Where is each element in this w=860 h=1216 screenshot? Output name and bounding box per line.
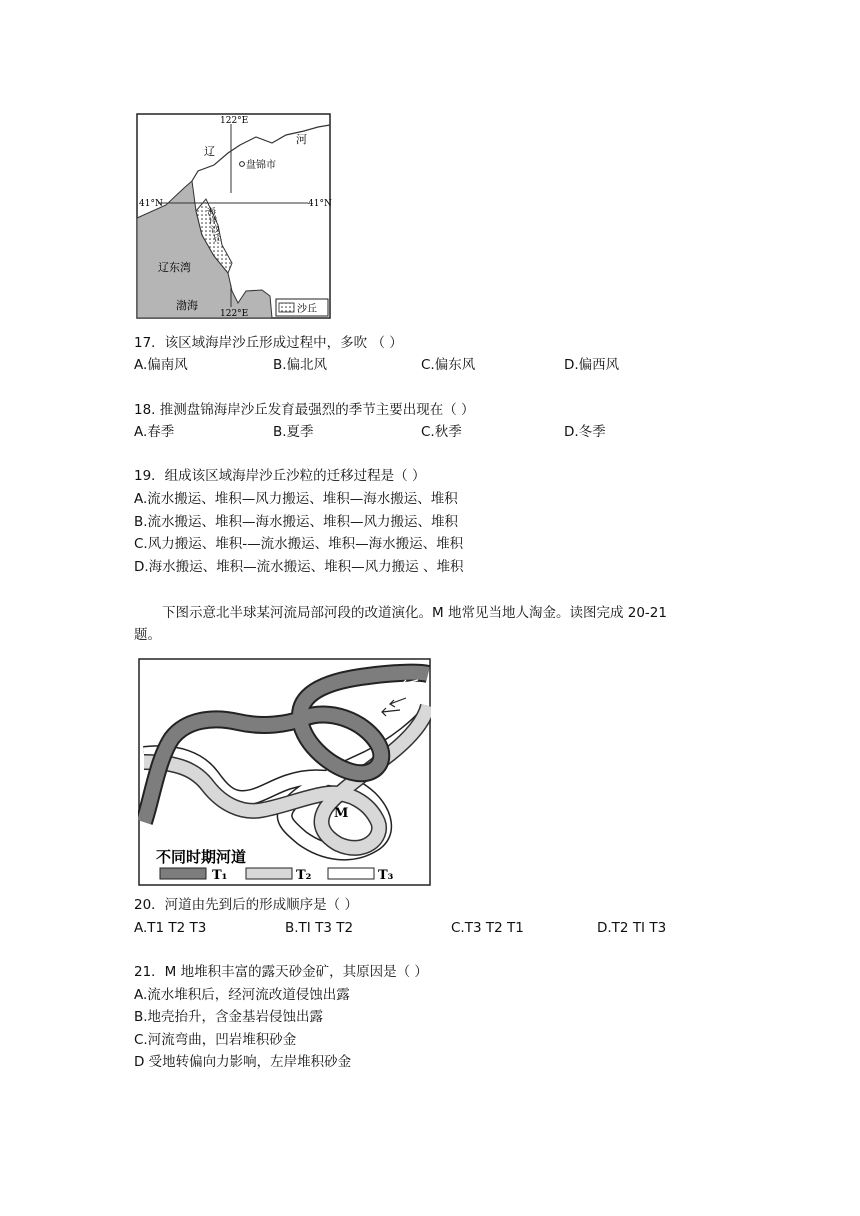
option-c[interactable]: C.T3 T2 T1 — [451, 920, 524, 936]
lon-top-label: 122°E — [220, 116, 249, 126]
river-left-label: 辽 — [204, 145, 215, 158]
option-c[interactable]: C.偏东风 — [421, 357, 476, 373]
lat-left-label: 41°N — [139, 199, 163, 209]
option-d[interactable]: D.偏西风 — [564, 357, 620, 373]
option-b[interactable]: B.TI T3 T2 — [285, 920, 354, 936]
legend-t1: T₁ — [212, 868, 228, 883]
question-17-options — [134, 354, 734, 376]
option-a[interactable]: A.流水搬运、堆积—风力搬运、堆积—海水搬运、堆积 — [134, 491, 458, 507]
option-b[interactable]: B.流水搬运、堆积—海水搬运、堆积—风力搬运、堆积 — [134, 514, 459, 530]
city-marker — [240, 162, 245, 167]
legend-t3: T₃ — [378, 868, 394, 883]
option-d[interactable]: D.T2 TI T3 — [597, 920, 667, 936]
question-18-stem: 18. 推测盘锦海岸沙丘发育最强烈的季节主要出现在（ ） — [134, 402, 475, 418]
lat-right-label: 41°N — [308, 199, 332, 209]
option-a[interactable]: A.偏南风 — [134, 357, 188, 373]
option-c[interactable]: C.风力搬运、堆积-—流水搬运、堆积—海水搬运、堆积 — [134, 536, 464, 552]
city-label: 盘锦市 — [246, 160, 276, 171]
question-19-stem: 19．组成该区域海岸沙丘沙粒的迁移过程是（ ） — [134, 468, 426, 484]
intro-paragraph-line-1: 下图示意北半球某河流局部河段的改道演化。M 地常见当地人淘金。读图完成 20-21 — [162, 605, 667, 621]
sea-label: 渤海 — [176, 299, 198, 312]
question-20-options — [134, 917, 734, 939]
lon-bottom-label: 122°E — [220, 309, 249, 319]
option-d[interactable]: D 受地转偏向力影响，左岸堆积砂金 — [134, 1054, 352, 1070]
coastal-dune-map — [136, 113, 332, 320]
legend-title: 不同时期河道 — [156, 848, 247, 866]
legend-t2: T₂ — [296, 868, 312, 883]
bay-label: 辽东湾 — [158, 261, 191, 274]
legend-label: 沙丘 — [297, 304, 317, 315]
question-17-stem: 17．该区域海岸沙丘形成过程中，多吹 （ ） — [134, 335, 403, 351]
option-c[interactable]: C.秋季 — [421, 424, 462, 440]
option-a[interactable]: A.春季 — [134, 424, 175, 440]
option-a[interactable]: A.T1 T2 T3 — [134, 920, 207, 936]
question-20-stem: 20．河道由先到后的形成顺序是（ ） — [134, 897, 358, 913]
intro-paragraph-line-2: 题。 — [134, 627, 161, 643]
option-b[interactable]: B.偏北风 — [273, 357, 328, 373]
question-18-options — [134, 421, 734, 443]
option-b[interactable]: B.地壳抬升，含金基岩侵蚀出露 — [134, 1009, 324, 1025]
point-m-label: M — [334, 806, 349, 821]
option-a[interactable]: A.流水堆积后，经河流改道侵蚀出露 — [134, 987, 350, 1003]
option-d[interactable]: D.海水搬运、堆积—流水搬运、堆积—风力搬运 、堆积 — [134, 559, 464, 575]
question-21-stem: 21．M 地堆积丰富的露天砂金矿，其原因是（ ） — [134, 964, 428, 980]
river-channel-diagram — [138, 658, 431, 886]
option-d[interactable]: D.冬季 — [564, 424, 606, 440]
option-b[interactable]: B.夏季 — [273, 424, 314, 440]
dune-label: 海岸沙丘 — [204, 205, 222, 244]
option-c[interactable]: C.河流弯曲，凹岩堆积砂金 — [134, 1032, 297, 1048]
river-right-label: 河 — [296, 133, 307, 146]
